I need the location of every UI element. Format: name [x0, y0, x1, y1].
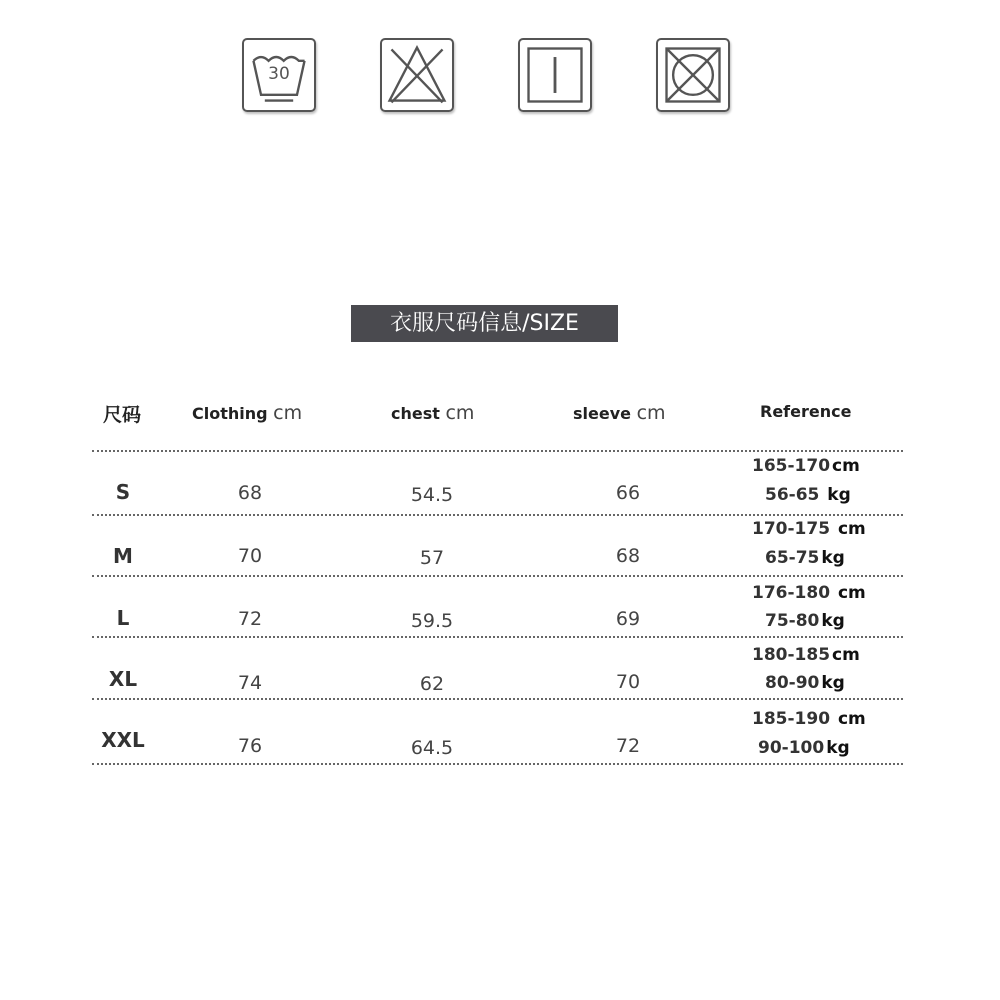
chest-width: 57 — [419, 547, 445, 569]
size-label: S — [115, 480, 131, 504]
row-divider — [92, 698, 903, 700]
header-size: 尺码 — [103, 404, 142, 426]
header-sleeve-label: sleeve — [573, 404, 631, 423]
height-unit: cm — [832, 645, 860, 665]
weight-range: 56-65 — [765, 485, 820, 505]
header-sleeve-unit: cm — [636, 402, 666, 424]
weight-range: 75-80 — [765, 611, 820, 631]
header-reference: Reference — [760, 402, 852, 421]
row-divider — [92, 636, 903, 638]
reference-height — [752, 583, 866, 603]
weight-unit: kg — [821, 548, 845, 568]
weight-unit: kg — [821, 673, 845, 693]
sleeve-length: 66 — [615, 482, 641, 504]
no-tumble-dry-icon — [656, 38, 730, 112]
size-label: M — [113, 544, 133, 568]
header-clothing — [192, 402, 302, 424]
line-dry-icon — [518, 38, 592, 112]
reference-height — [752, 709, 866, 729]
chest-width: 59.5 — [410, 610, 454, 632]
height-range: 176-180 — [752, 583, 831, 603]
sleeve-length: 70 — [615, 671, 641, 693]
reference-height — [752, 519, 866, 539]
row-divider — [92, 514, 903, 516]
header-chest-unit: cm — [445, 402, 475, 424]
sleeve-length: 68 — [615, 545, 641, 567]
size-label: XL — [108, 667, 138, 691]
height-range: 185-190 — [752, 709, 831, 729]
reference-weight — [765, 611, 845, 631]
row-divider — [92, 450, 903, 452]
sleeve-length: 72 — [615, 735, 641, 757]
size-label: L — [116, 606, 130, 630]
reference-weight — [765, 548, 845, 568]
size-label: XXL — [101, 728, 145, 752]
clothing-length: 72 — [237, 608, 263, 630]
height-unit: cm — [837, 709, 866, 729]
clothing-length: 70 — [237, 545, 263, 567]
header-clothing-unit: cm — [273, 402, 303, 424]
weight-unit: kg — [826, 738, 850, 758]
reference-weight — [758, 738, 850, 758]
wash-30-icon — [242, 38, 316, 112]
sleeve-length: 69 — [615, 608, 641, 630]
clothing-length: 68 — [237, 482, 263, 504]
height-range: 180-185 — [752, 645, 831, 665]
no-bleach-icon — [380, 38, 454, 112]
height-range: 170-175 — [752, 519, 831, 539]
header-chest — [391, 402, 474, 424]
chest-width: 62 — [419, 673, 445, 695]
height-unit: cm — [837, 519, 866, 539]
reference-weight — [765, 485, 851, 505]
clothing-length: 74 — [237, 672, 263, 694]
row-divider — [92, 763, 903, 765]
weight-unit: kg — [821, 611, 845, 631]
chest-width: 54.5 — [410, 484, 454, 506]
weight-range: 90-100 — [758, 738, 825, 758]
reference-height — [752, 645, 860, 665]
header-chest-label: chest — [391, 404, 440, 423]
header-clothing-label: Clothing — [192, 404, 268, 423]
clothing-length: 76 — [237, 735, 263, 757]
weight-unit: kg — [827, 485, 851, 505]
size-chart-title: 衣服尺码信息/SIZE — [351, 305, 618, 342]
wash-temperature: 30 — [268, 64, 290, 84]
weight-range: 65-75 — [765, 548, 820, 568]
reference-height — [752, 456, 860, 476]
header-sleeve — [573, 402, 666, 424]
height-unit: cm — [837, 583, 866, 603]
chest-width: 64.5 — [410, 737, 454, 759]
weight-range: 80-90 — [765, 673, 820, 693]
height-range: 165-170 — [752, 456, 831, 476]
reference-weight — [765, 673, 845, 693]
height-unit: cm — [832, 456, 860, 476]
row-divider — [92, 575, 903, 577]
